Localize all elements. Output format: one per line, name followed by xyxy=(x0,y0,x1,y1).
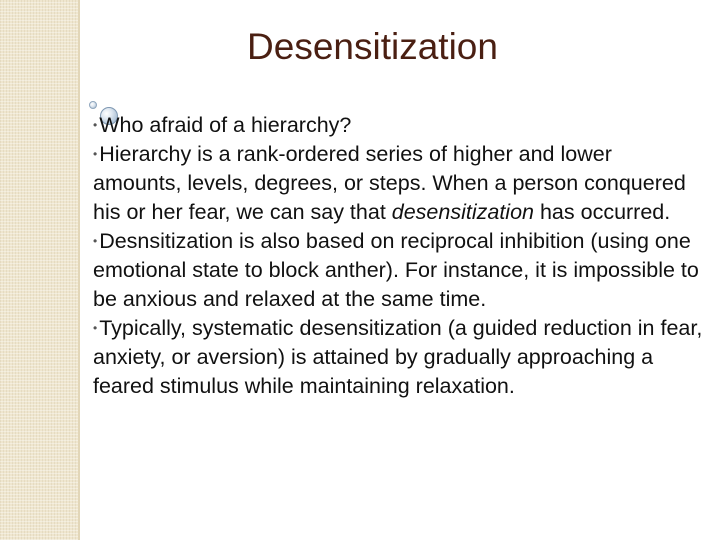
bubble-ornament-small-icon xyxy=(89,101,97,109)
bullet-icon: • xyxy=(93,234,98,248)
bullet-text: Desnsitization is also based on reciprocal inhibition (using one emotional state to block anther). For instance, it is impossible to be anxious and relaxed at the same time. xyxy=(93,229,699,311)
side-band-edge xyxy=(78,0,80,540)
bullet-item-3 xyxy=(93,227,703,314)
bullet-text: Hierarchy is a rank-ordered series of higher and lower amounts, levels, degrees, or steps. When a person conquered his or her fear, we can say that xyxy=(93,142,686,224)
bullet-text: Who afraid of a hierarchy? xyxy=(99,113,352,137)
bullet-text: Typically, systematic desensitization (a guided reduction in fear, anxiety, or aversion) is attained by gradually approaching a feared stimulus while maintaining relaxation. xyxy=(93,316,703,398)
bullet-icon: • xyxy=(93,321,98,335)
slide-title: Desensitization xyxy=(247,26,498,67)
bullet-text-tail: has occurred. xyxy=(534,200,671,224)
bullet-item-2 xyxy=(93,140,703,227)
bullet-item-1 xyxy=(93,111,703,140)
emphasis-term: desensitization xyxy=(391,200,534,224)
bullet-icon: • xyxy=(93,118,98,132)
slide-body xyxy=(93,111,703,401)
bullet-item-4 xyxy=(93,314,703,401)
decorative-side-band xyxy=(0,0,78,540)
bullet-icon: • xyxy=(93,147,98,161)
